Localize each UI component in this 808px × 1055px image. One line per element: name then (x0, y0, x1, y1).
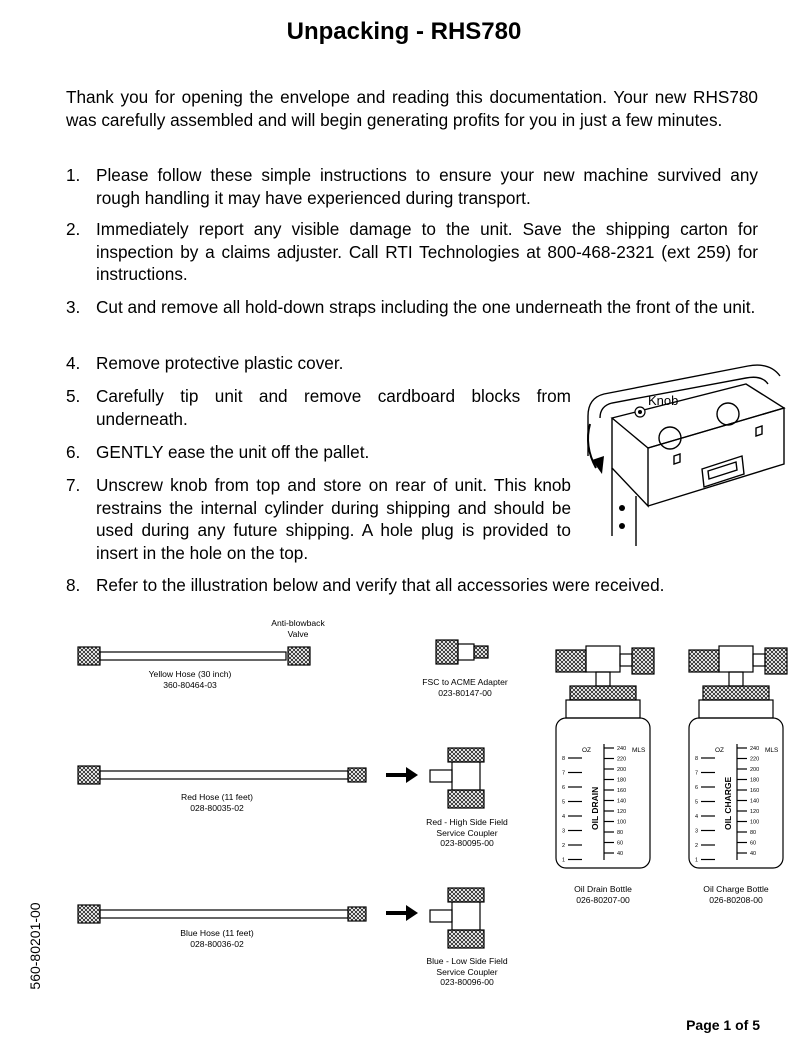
step-number: 2. (66, 219, 81, 239)
red-coupler (430, 748, 484, 808)
oz-tick-label: 2 (562, 843, 566, 849)
mls-tick-label: 100 (750, 819, 760, 826)
oz-label: OZ (715, 747, 725, 754)
oz-tick-label: 5 (695, 799, 699, 806)
red-hose (78, 766, 100, 784)
step-text: Remove protective plastic cover. (96, 353, 344, 373)
caption-part: 360-80464-03 (163, 679, 217, 690)
mls-tick-label: 200 (750, 767, 760, 773)
mls-tick-label: 240 (750, 746, 760, 752)
caption-part: 023-80096-00 (440, 977, 494, 987)
mls-tick-label: 140 (750, 798, 760, 805)
step-number: 5. (66, 386, 81, 406)
caption-name: Oil Drain Bottle (574, 884, 632, 894)
mls-label: MLS (765, 747, 779, 754)
oz-tick-label: 7 (695, 770, 699, 777)
oz-tick-label: 1 (562, 857, 566, 864)
oz-tick-label: 6 (695, 785, 699, 791)
knob-label: Knob (648, 393, 679, 408)
fsc-adapter (436, 640, 488, 664)
oz-tick-label: 7 (562, 770, 566, 777)
oz-tick-label: 5 (562, 799, 566, 806)
oz-tick-label: 3 (562, 828, 566, 835)
page-number: Page 1 of 5 (686, 1017, 760, 1033)
oz-tick-label: 4 (695, 814, 699, 820)
oz-tick-label: 8 (695, 756, 699, 762)
oz-tick-label: 4 (562, 814, 566, 820)
mls-tick-label: 140 (617, 798, 627, 805)
oil-charge-caption (686, 884, 786, 905)
oil-drain-bottle (556, 646, 654, 868)
step-text: Unscrew knob from top and store on rear of unit. This knob restrains the internal cylinder during shipping and should be used during any future shipping. A hole plug is provided to insert in the hole on the top. (96, 475, 571, 563)
caption-name: Blue Hose (11 feet) (180, 928, 254, 938)
oil-charge-bottle (689, 646, 787, 868)
step-text: Cut and remove all hold-down straps including the one underneath the front of the unit. (96, 297, 756, 317)
mls-tick-label: 40 (750, 851, 757, 857)
oil-drain-label: OIL DRAIN (590, 786, 600, 830)
mls-tick-label: 220 (617, 756, 627, 763)
yellow-hose-caption (110, 669, 270, 690)
blue-hose (78, 905, 100, 923)
oil-drain-caption (556, 884, 650, 905)
caption-name: Blue - Low Side Field Service Coupler (426, 956, 508, 977)
oz-tick-label: 8 (562, 756, 566, 762)
mls-tick-label: 120 (617, 809, 627, 815)
step-number: 4. (66, 353, 81, 373)
mls-label: MLS (632, 747, 646, 754)
mls-tick-label: 60 (750, 840, 757, 847)
fsc-adapter-caption (422, 677, 508, 698)
oil-charge-label: OIL CHARGE (723, 776, 733, 830)
unit-illustration (578, 356, 790, 546)
mls-tick-label: 100 (617, 819, 627, 826)
caption-name: Red Hose (11 feet) (181, 792, 253, 802)
step-number: 8. (66, 575, 81, 595)
caption-part: 023-80147-00 (438, 687, 492, 698)
step-text: Please follow these simple instructions to ensure your new machine survived any rough handling it may have experienced during transport. (96, 165, 758, 208)
oz-label: OZ (582, 747, 592, 754)
step-number: 1. (66, 165, 81, 185)
caption-name: FSC to ACME Adapter (422, 677, 508, 687)
intro-paragraph: Thank you for opening the envelope and reading this documentation. Your new RHS780 was carefully assembled and will begin generating profits for you in just a few minutes. (66, 87, 758, 130)
mls-tick-label: 40 (617, 851, 624, 857)
oz-tick-label: 6 (562, 785, 566, 791)
mls-tick-label: 80 (750, 830, 757, 836)
caption-part: 028-80036-02 (190, 938, 244, 949)
step-text: GENTLY ease the unit off the pallet. (96, 442, 370, 462)
mls-tick-label: 160 (750, 788, 760, 794)
mls-tick-label: 160 (617, 788, 627, 794)
yellow-hose (78, 647, 100, 665)
page-title: Unpacking - RHS780 (286, 18, 522, 45)
red-coupler-caption (414, 817, 520, 849)
mls-tick-label: 120 (750, 809, 760, 815)
mls-tick-label: 180 (750, 777, 760, 784)
step-text: Immediately report any visible damage to the unit. Save the shipping carton for inspection by a claims adjuster. Call RTI Technologies at 800-468-2321 (ext 259) for instructions. (96, 219, 758, 284)
anti-blowback-caption: Anti-blowback Valve (271, 618, 325, 639)
blue-coupler-caption (414, 956, 520, 988)
caption-part: 028-80035-02 (190, 802, 244, 813)
mls-tick-label: 220 (750, 756, 760, 763)
step-number: 6. (66, 442, 81, 462)
caption-part: 026-80208-00 (709, 894, 763, 905)
blue-hose-caption (150, 928, 284, 949)
document-code: 560-80201-00 (27, 902, 43, 990)
caption-name: Oil Charge Bottle (703, 884, 769, 894)
caption-name: Yellow Hose (30 inch) (148, 669, 232, 679)
mls-tick-label: 60 (617, 840, 624, 847)
caption-part: 026-80207-00 (576, 894, 630, 905)
mls-tick-label: 200 (617, 767, 627, 773)
caption-part: 023-80095-00 (440, 838, 494, 848)
mls-tick-label: 80 (617, 830, 624, 836)
mls-tick-label: 240 (617, 746, 627, 752)
oz-tick-label: 3 (695, 828, 699, 835)
caption-name: Red - High Side Field Service Coupler (426, 817, 508, 838)
blue-coupler (430, 888, 484, 948)
oz-tick-label: 1 (695, 857, 699, 864)
red-hose-caption (150, 792, 284, 813)
step-text: Refer to the illustration below and verify that all accessories were received. (96, 575, 665, 595)
step-number: 3. (66, 297, 81, 317)
mls-tick-label: 180 (617, 777, 627, 784)
step-text: Carefully tip unit and remove cardboard blocks from underneath. (96, 386, 571, 429)
oz-tick-label: 2 (695, 843, 699, 849)
step-number: 7. (66, 475, 81, 495)
